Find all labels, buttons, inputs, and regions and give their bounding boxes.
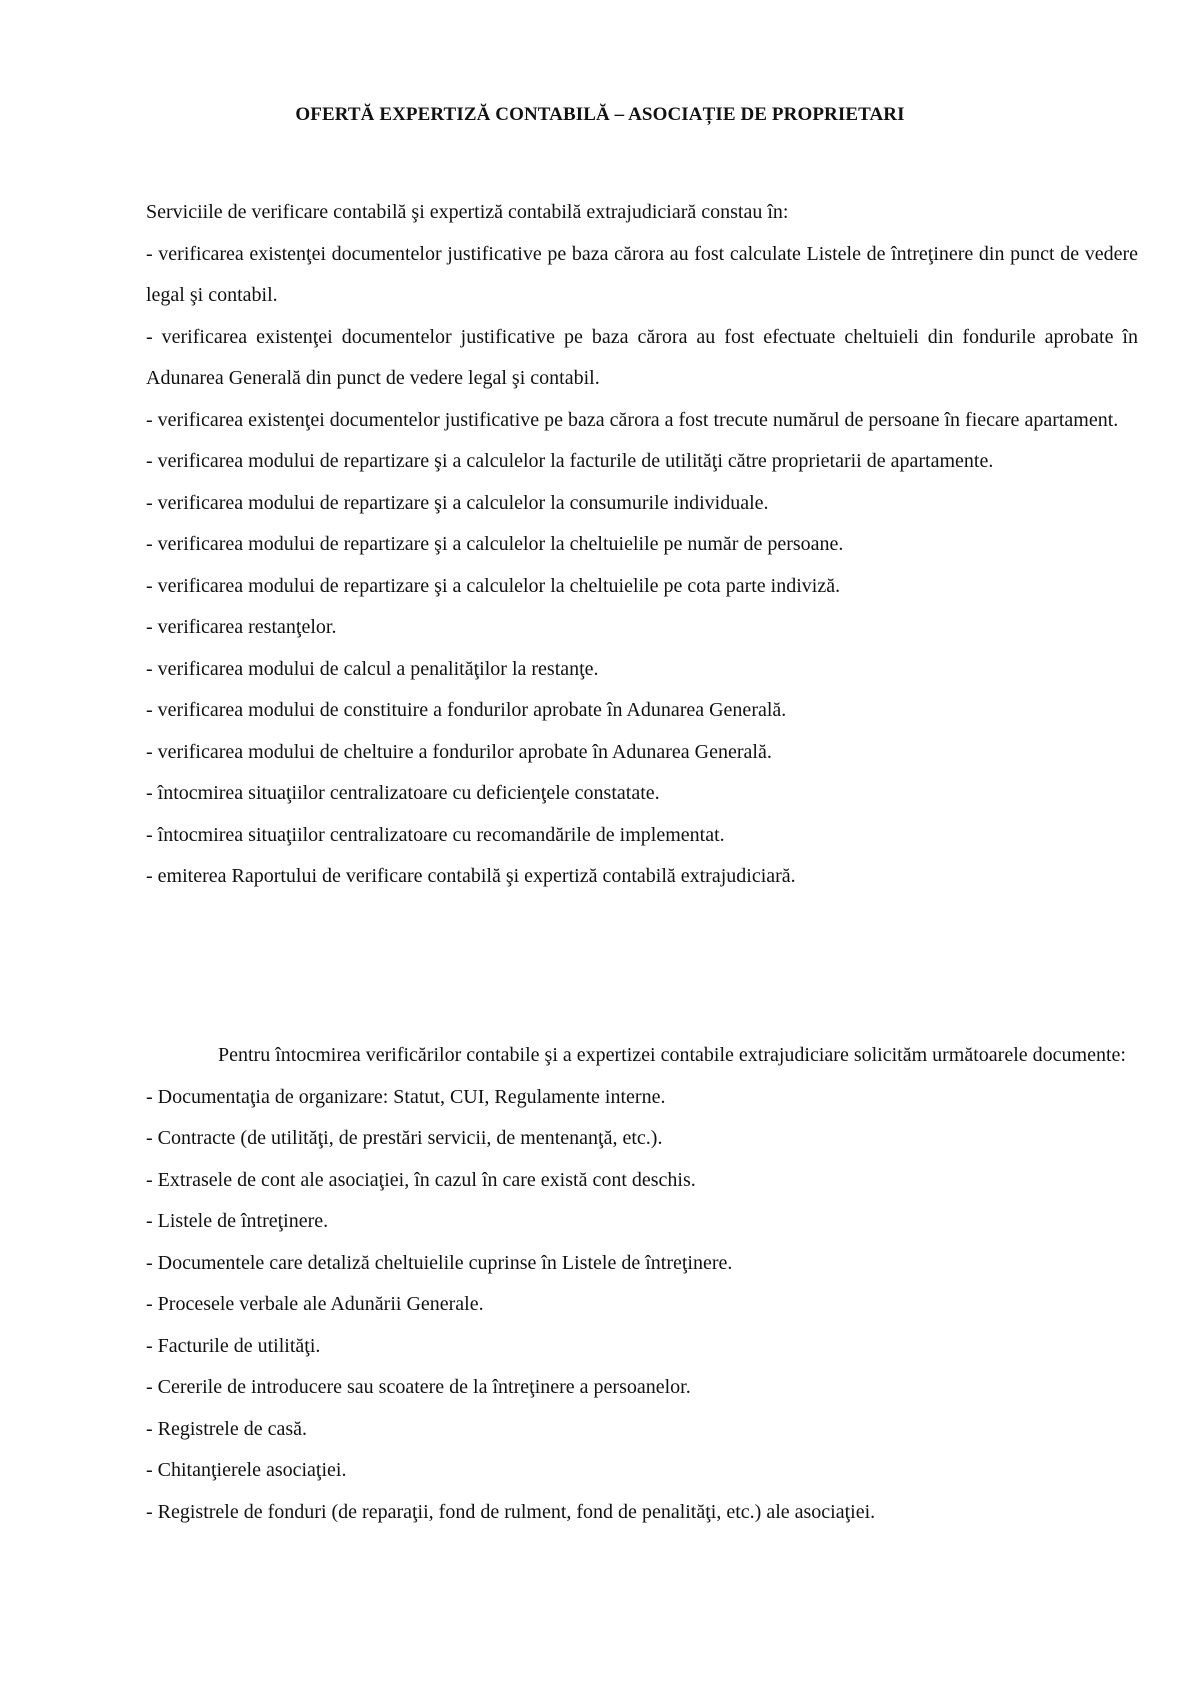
list-item: - Contracte (de utilităţi, de prestări servicii, de mentenanţă, etc.). [146,1127,663,1149]
list-item: - Procesele verbale ale Adunării Generale. [146,1293,484,1315]
list-item: - întocmirea situaţiilor centralizatoare cu recomandările de implementat. [146,823,725,846]
services-section [146,192,1138,898]
list-item: - verificarea existenţei documentelor justificative pe baza cărora au fost efectuate cheltuieli din fondurile aprobate în Adunarea Generală din punct de vedere legal şi contabil. [146,325,1138,389]
services-intro: Serviciile de verificare contabilă şi expertiză contabilă extrajudiciară constau în: [146,201,789,223]
list-item: - verificarea modului de repartizare şi a calculelor la facturile de utilităţi către proprietarii de apartamente. [146,450,994,472]
list-item: - Registrele de fonduri (de reparaţii, fond de rulment, fond de penalităţi, etc.) ale asociaţiei. [146,1500,876,1523]
list-item: - Listele de întreţinere. [146,1210,329,1232]
list-item: - Registrele de casă. [146,1417,308,1440]
list-item: - verificarea restanţelor. [146,616,337,638]
list-item: - emiterea Raportului de verificare contabilă şi expertiză contabilă extrajudiciară. [146,865,796,887]
documents-intro: Pentru întocmirea verificărilor contabile şi a expertizei contabile extrajudiciare solicităm următoarele documente: [218,1044,1126,1066]
documents-section [146,1035,1138,1533]
document-title: OFERTĂ EXPERTIZĂ CONTABILĂ – ASOCIAȚIE DE PROPRIETARI [295,104,905,125]
list-item: - întocmirea situaţiilor centralizatoare cu deficienţele constatate. [146,782,660,804]
list-item: - verificarea existenţei documentelor justificative pe baza cărora a fost trecute numărul de persoane în fiecare apartament. [146,408,1119,431]
list-item: - verificarea modului de cheltuire a fondurilor aprobate în Adunarea Generală. [146,740,772,763]
list-item: - verificarea existenţei documentelor justificative pe baza cărora au fost calculate Listele de întreţinere din punct de vedere legal şi contabil. [146,242,1138,306]
list-item: - Facturile de utilităţi. [146,1334,321,1357]
list-item: - Extrasele de cont ale asociaţiei, în cazul în care există cont deschis. [146,1168,696,1191]
list-item: - Documentaţia de organizare: Statut, CUI, Regulamente interne. [146,1085,666,1108]
list-item: - Documentele care detaliză cheltuielile cuprinse în Listele de întreţinere. [146,1251,733,1274]
list-item: - Chitanţierele asociaţiei. [146,1459,347,1481]
list-item: - verificarea modului de calcul a penalităţilor la restanţe. [146,657,599,680]
list-item: - Cererile de introducere sau scoatere de la întreţinere a persoanelor. [146,1376,691,1398]
list-item: - verificarea modului de repartizare şi a calculelor la consumurile individuale. [146,491,769,514]
list-item: - verificarea modului de repartizare şi a calculelor la cheltuielile pe număr de persoane. [146,533,844,555]
list-item: - verificarea modului de constituire a fondurilor aprobate în Adunarea Generală. [146,699,787,721]
list-item: - verificarea modului de repartizare şi a calculelor la cheltuielile pe cota parte indiviză. [146,574,841,597]
